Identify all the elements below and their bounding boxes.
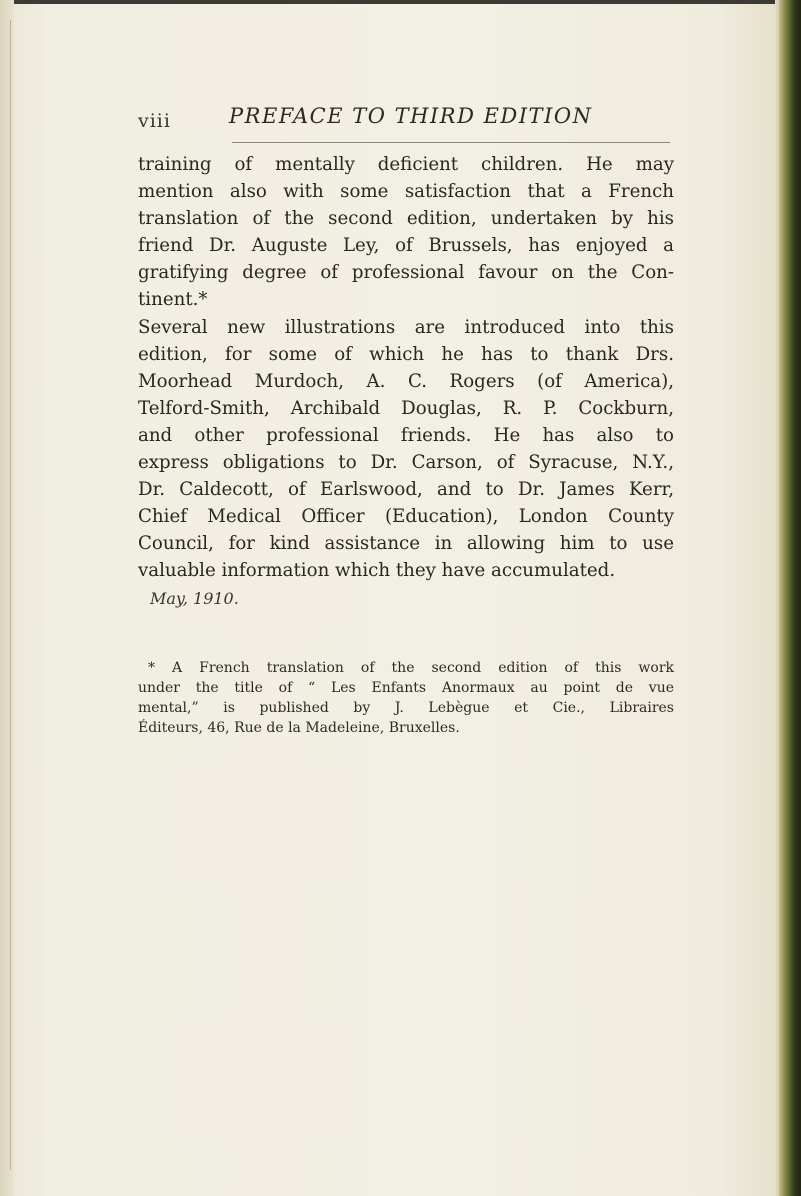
dateline: May, 1910. [150, 589, 239, 608]
running-head-title: PREFACE TO THIRD EDITION [229, 104, 593, 128]
body-line: Chief Medical Officer (Education), London County [138, 506, 674, 528]
body-line: Several new illustrations are introduced into this [138, 316, 674, 338]
preface-body [138, 151, 674, 585]
book-spine [779, 0, 801, 1196]
body-line: Council, for kind assistance in allowing him to use [138, 533, 674, 555]
body-line: and other professional friends. He has also to [138, 424, 674, 446]
body-line: training of mentally deficient children. He may [138, 154, 674, 175]
body-line: gratifying degree of professional favour on the Con- [138, 262, 674, 284]
footnote-line: mental,” is published by J. Lebègue et Cie., Libraires [138, 700, 674, 716]
footnote-line: Éditeurs, 46, Rue de la Madeleine, Bruxelles. [138, 720, 460, 736]
body-line: express obligations to Dr. Carson, of Syracuse, N.Y., [138, 452, 674, 474]
body-line: translation of the second edition, undertaken by his [138, 208, 674, 230]
footnote-line: * A French translation of the second edition of this work [148, 660, 674, 676]
body-line: friend Dr. Auguste Ley, of Brussels, has enjoyed a [138, 235, 674, 257]
footnote-line: under the title of “ Les Enfants Anormaux au point de vue [138, 680, 674, 696]
gutter-line [10, 20, 11, 1170]
body-line: edition, for some of which he has to thank Drs. [138, 343, 674, 365]
left-gutter [0, 0, 14, 1196]
body-line: Moorhead Murdoch, A. C. Rogers (of America), [138, 370, 674, 392]
body-line: valuable information which they have accumulated. [138, 560, 616, 582]
body-line: Dr. Caldecott, of Earlswood, and to Dr. James Kerr, [138, 479, 674, 501]
page-top-edge [0, 0, 801, 4]
running-head-rule [232, 142, 670, 143]
footnote [138, 658, 674, 738]
running-head [138, 104, 698, 138]
body-line: Telford-Smith, Archibald Douglas, R. P. Cockburn, [138, 397, 674, 419]
body-line: mention also with some satisfaction that a French [138, 181, 674, 203]
page-number: viii [138, 110, 171, 132]
body-line: tinent.* [138, 289, 208, 311]
